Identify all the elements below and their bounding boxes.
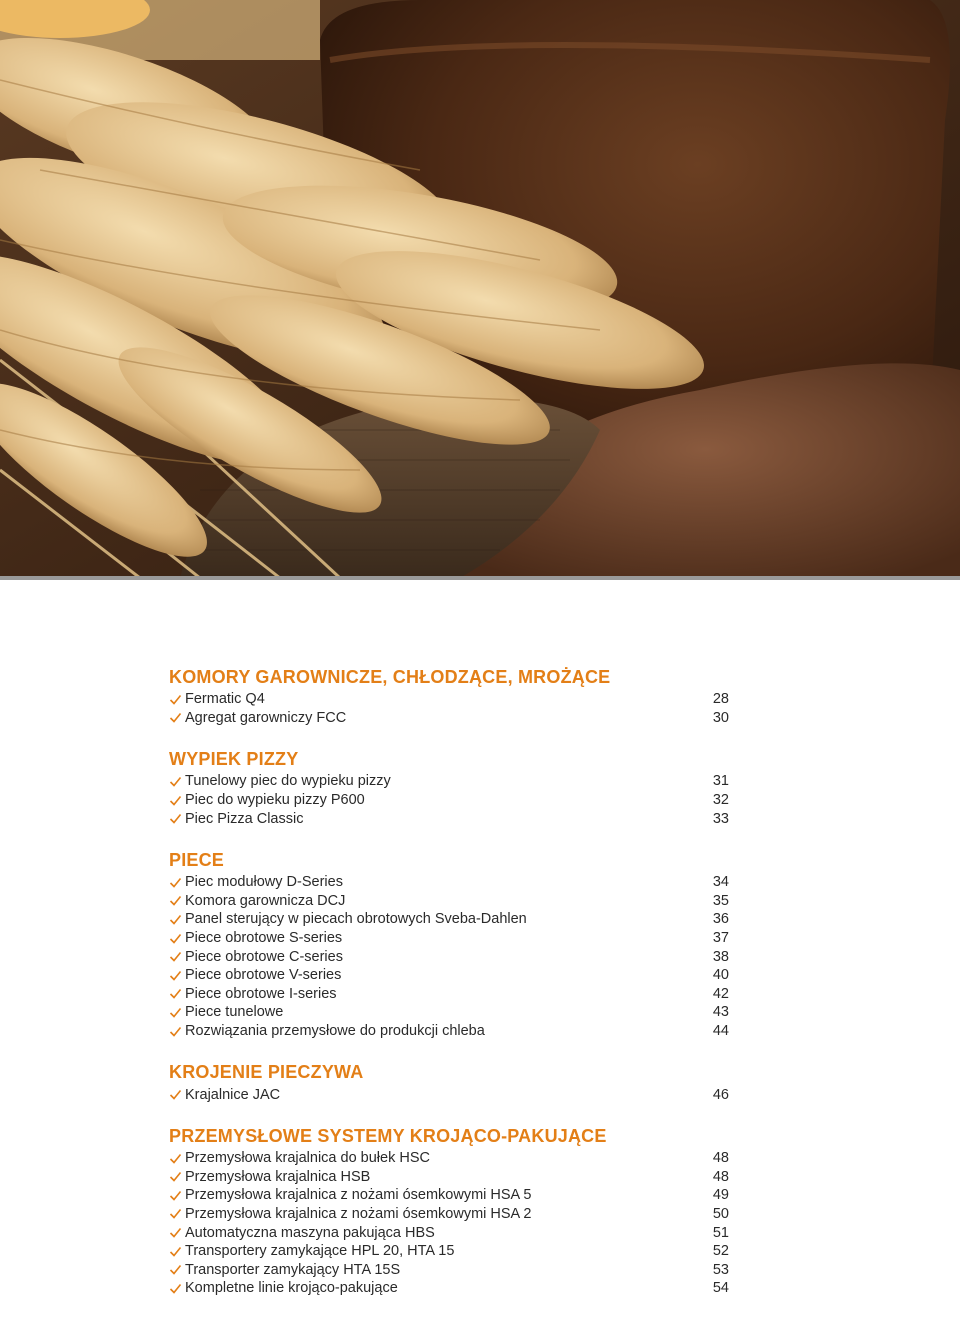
- checkmark-icon: [169, 1263, 182, 1276]
- entry-page-number: 52: [712, 1243, 729, 1260]
- toc-entry[interactable]: [169, 966, 729, 985]
- toc-entry[interactable]: [169, 892, 729, 911]
- entry-label: Automatyczna maszyna pakująca HBS: [185, 1224, 435, 1241]
- entry-label: Krajalnice JAC: [185, 1086, 281, 1103]
- entry-label: Komora garownicza DCJ: [185, 892, 346, 909]
- entry-label: Transporter zamykający HTA 15S: [185, 1261, 401, 1278]
- entry-label: Przemysłowa krajalnica z nożami ósemkowymi HSA 5: [185, 1187, 532, 1204]
- toc-entry[interactable]: [169, 1149, 729, 1168]
- checkmark-icon: [169, 950, 182, 963]
- entry-page-number: 33: [712, 810, 729, 827]
- entry-label: Piece tunelowe: [185, 1004, 284, 1021]
- entry-label: Przemysłowa krajalnica do bułek HSC: [185, 1150, 430, 1167]
- entry-page-number: 36: [712, 911, 729, 928]
- entry-page-number: 40: [712, 967, 729, 984]
- section-title: PIECE: [169, 849, 225, 870]
- entry-page-number: 50: [712, 1205, 729, 1222]
- entry-page-number: 51: [712, 1224, 729, 1241]
- entry-page-number: 48: [712, 1168, 729, 1185]
- entry-label: Rozwiązania przemysłowe do produkcji chleba: [185, 1023, 485, 1040]
- toc-entry[interactable]: [169, 910, 729, 929]
- toc-entry[interactable]: [169, 809, 729, 828]
- toc-entry[interactable]: [169, 1205, 729, 1224]
- checkmark-icon: [169, 1170, 182, 1183]
- entry-page-number: 34: [712, 874, 729, 891]
- entry-page-number: 44: [712, 1023, 729, 1040]
- toc-section: [169, 848, 729, 1040]
- entry-page-number: 31: [712, 773, 729, 790]
- entry-page-number: 28: [712, 691, 729, 708]
- checkmark-icon: [169, 969, 182, 982]
- checkmark-icon: [169, 794, 182, 807]
- entry-label: Przemysłowa krajalnica z nożami ósemkowymi HSA 2: [185, 1205, 532, 1222]
- checkmark-icon: [169, 1088, 182, 1101]
- checkmark-icon: [169, 1189, 182, 1202]
- entry-page-number: 53: [712, 1261, 729, 1278]
- section-title: PRZEMYSŁOWE SYSTEMY KROJĄCO-PAKUJĄCE: [169, 1125, 607, 1146]
- entry-page-number: 38: [712, 948, 729, 965]
- toc-section: [169, 1060, 729, 1104]
- section-title: KOMORY GAROWNICZE, CHŁODZĄCE, MROŻĄCE: [169, 667, 611, 687]
- checkmark-icon: [169, 1282, 182, 1295]
- toc-section: [169, 747, 729, 828]
- toc-entry[interactable]: [169, 985, 729, 1004]
- hero-photo: [0, 0, 960, 578]
- toc-section: [169, 665, 729, 727]
- section-title: WYPIEK PIZZY: [169, 749, 299, 770]
- entry-page-number: 54: [712, 1280, 729, 1297]
- toc-entry[interactable]: [169, 709, 729, 728]
- entry-page-number: 49: [712, 1187, 729, 1204]
- toc-entry[interactable]: [169, 873, 729, 892]
- entry-page-number: 46: [712, 1086, 729, 1103]
- entry-page-number: 35: [712, 892, 729, 909]
- checkmark-icon: [169, 876, 182, 889]
- entry-page-number: 32: [712, 792, 729, 809]
- entry-page-number: 37: [712, 930, 729, 947]
- entry-label: Piece obrotowe V-series: [185, 967, 342, 984]
- hero-divider: [0, 576, 960, 580]
- checkmark-icon: [169, 775, 182, 788]
- entry-label: Panel sterujący w piecach obrotowych Sveba-Dahlen: [185, 911, 527, 928]
- entry-label: Piece obrotowe C-series: [185, 948, 343, 965]
- toc-entry[interactable]: [169, 772, 729, 791]
- entry-page-number: 43: [712, 1004, 729, 1021]
- section-title: KROJENIE PIECZYWA: [169, 1062, 364, 1083]
- checkmark-icon: [169, 1025, 182, 1038]
- toc-section: [169, 1124, 729, 1298]
- checkmark-icon: [169, 987, 182, 1000]
- checkmark-icon: [169, 932, 182, 945]
- toc-entry[interactable]: [169, 1022, 729, 1041]
- entry-label: Tunelowy piec do wypieku pizzy: [185, 773, 391, 790]
- entry-label: Piece obrotowe I-series: [185, 985, 337, 1002]
- toc-entry[interactable]: [169, 1168, 729, 1187]
- entry-label: Piece obrotowe S-series: [185, 930, 343, 947]
- checkmark-icon: [169, 693, 182, 706]
- checkmark-icon: [169, 1245, 182, 1258]
- toc-entry[interactable]: [169, 1223, 729, 1242]
- toc-entry[interactable]: [169, 1260, 729, 1279]
- toc-entry[interactable]: [169, 1279, 729, 1298]
- entry-label: Kompletne linie krojąco-pakujące: [185, 1280, 398, 1297]
- entry-page-number: 48: [712, 1150, 729, 1167]
- table-of-contents: [169, 665, 729, 1318]
- checkmark-icon: [169, 1226, 182, 1239]
- entry-label: Piec modułowy D-Series: [185, 874, 343, 891]
- checkmark-icon: [169, 711, 182, 724]
- checkmark-icon: [169, 812, 182, 825]
- entry-page-number: 42: [712, 985, 729, 1002]
- checkmark-icon: [169, 1006, 182, 1019]
- toc-entry[interactable]: [169, 1186, 729, 1205]
- checkmark-icon: [169, 1207, 182, 1220]
- toc-entry[interactable]: [169, 1003, 729, 1022]
- checkmark-icon: [169, 894, 182, 907]
- entry-label: Piec do wypieku pizzy P600: [185, 792, 365, 809]
- checkmark-icon: [169, 913, 182, 926]
- bread-and-wheat-photo-icon: [0, 0, 960, 578]
- entry-label: Fermatic Q4: [185, 691, 265, 708]
- toc-entry[interactable]: [169, 690, 729, 709]
- entry-label: Agregat garowniczy FCC: [185, 709, 347, 726]
- toc-entry[interactable]: [169, 929, 729, 948]
- entry-page-number: 30: [712, 709, 729, 726]
- checkmark-icon: [169, 1152, 182, 1165]
- toc-entry[interactable]: [169, 1085, 729, 1104]
- toc-entry[interactable]: [169, 1242, 729, 1261]
- toc-entry[interactable]: [169, 947, 729, 966]
- entry-label: Piec Pizza Classic: [185, 810, 304, 827]
- entry-label: Przemysłowa krajalnica HSB: [185, 1168, 371, 1185]
- entry-label: Transportery zamykające HPL 20, HTA 15: [185, 1243, 455, 1260]
- toc-entry[interactable]: [169, 791, 729, 810]
